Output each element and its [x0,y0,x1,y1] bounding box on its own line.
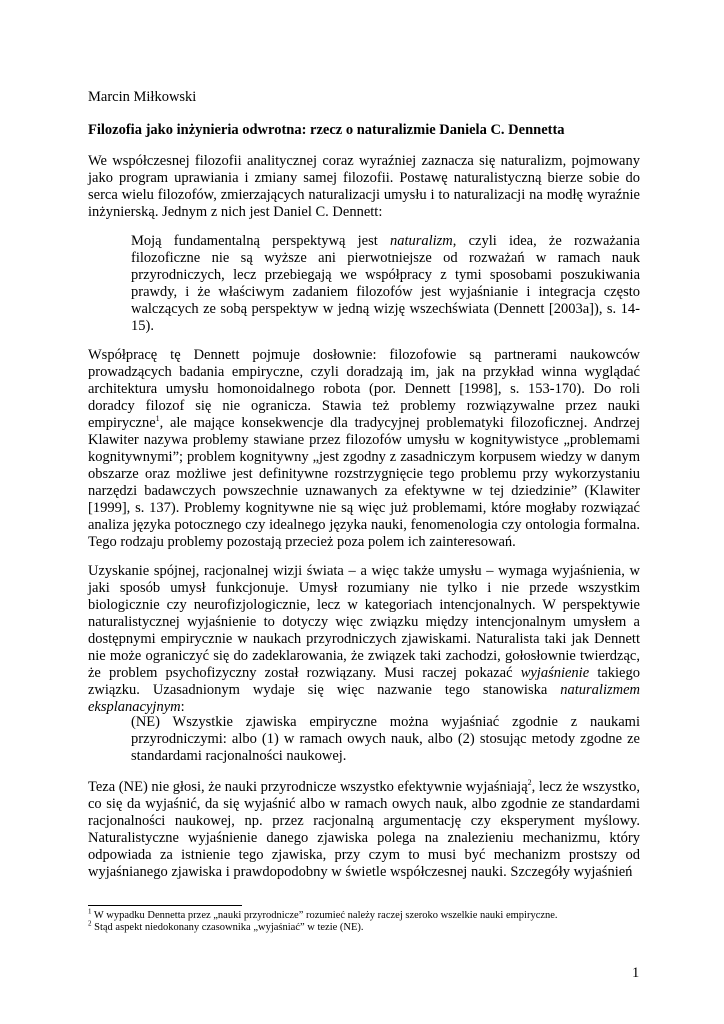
footnote-ref-2[interactable]: 2 [527,778,532,788]
paragraph-intro: We współczesnej filozofii analitycznej coraz wyraźniej zaznacza się naturalizm, pojmowany jako program uprawiania i zmiany samej filozofii. Postawę naturalistyczną bierze sobie do serca wielu filozofów, zmierzających naturalizacji umysłu i to naturalizacji na modłę wyraźnie inżynierską. Jednym z nich jest Daniel C. Dennett: [88,153,640,220]
paragraph-text-end: , ale mające konsekwencje dla tradycyjnej problematyki filozoficznej. Andrzej Klawiter nazywa problemy stawiane przez filozofów umysłu w kognitywistyce „problemami kognitywnymi”; problem kognitywny „jest zgodny z zasadniczym korpusem wiedzy w danym obszarze oraz możliwe jest definitywne rozstrzygnięcie tego problemu przy wykorzystaniu narzędzi badawczych powszechnie uznawanych za efektywne w tej dziedzinie” (Klawiter [1999], s. 137). Problemy kognitywne nie są więc już problemami, które mogłaby rozwiązać analiza języka potocznego czy idealnego języka nauki, fenomenologia czy ontologia formalna. Tego rodzaju problemy pozostają przecież poza polem ich zainteresowań. [88,415,640,550]
footnote-ref-1[interactable]: 1 [155,414,160,424]
paragraph-cooperation [88,347,640,551]
footnote-number: 2 [88,919,92,928]
paragraph-text-end: , lecz że wszystko, co się da wyjaśnić, da się wyjaśnić albo w ramach owych nauk, albo zgodnie ze standardami racjonalności naukowej, np. przez racjonalną argumentację czy eksperyment myślowy. Naturalistyczne wyjaśnienie danego zjawiska polega na znalezieniu mechanizmu, który odpowiada za istnienie tego zjawiska, przy czym to musi być mechanizm prostszy od wyjaśnianego zjawiska i prawdopodobny w świetle współczesnej nauki. Szczegóły wyjaśnień [88,779,640,880]
paragraph-text-start: Współpracę tę Dennett pojmuje dosłownie: filozofowie są partnerami naukowców prowadzących badania empiryczne, czyli doradzają im, jak na przykład winna wyglądać architektura umysłu homonoidalnego robota (por. Dennett [1998], s. 153-170). Do roli doradcy filozof się nie ogranicza. Stawia też problemy rozwiązywalne przez nauki empiryczne [88,347,640,431]
emphasis-explanation: wyjaśnienie [520,665,590,681]
page-number: 1 [632,965,640,981]
footnote-1 [88,907,558,922]
paragraph-ne-thesis [88,779,640,881]
footnote-text: W wypadku Dennetta przez „nauki przyrodnicze” rozumieć należy raczej szeroko wszelkie nauki empiryczne. [91,910,558,921]
footnote-text: Stąd aspekt niedokonany czasownika „wyjaśniać” w tezie (NE). [91,922,364,933]
author-name: Marcin Miłkowski [88,89,197,105]
paragraph-explanation [88,563,640,716]
block-quote-ne-thesis: (NE) Wszystkie zjawiska empiryczne można wyjaśniać zgodnie z naukami przyrodniczymi: albo (1) w ramach owych nauk, albo (2) stosując metody zgodne ze standardami racjonalności naukowej. [131,714,640,764]
block-quote-dennett [131,233,640,335]
paragraph-text-end: : [180,699,185,715]
paragraph-text-middle: takiego związku. Uzasadnionym wydaje się więc nazwanie tego stanowiska [88,665,640,698]
footnote-number: 1 [88,907,92,916]
quote-text-end: , czyli idea, że rozważania filozoficzne nie są wyższe ani pierwotniejsze od rozważań w ramach nauk przyrodniczych, lecz przebiegają we współpracy z tymi sposobami poszukiwania prawdy, i że właściwym zadaniem filozofów jest wyjaśnianie i integracja często walczących ze sobą perspektyw w jedną wizję wszechświata (Dennett [2003a]), s. 14-15). [131,233,640,334]
footnote-2 [88,919,364,934]
paper-title: Filozofia jako inżynieria odwrotna: rzecz o naturalizmie Daniela C. Dennetta [88,122,565,138]
quote-emphasis: naturalizm [389,233,453,249]
quote-text-start: Moją fundamentalną perspektywą jest [131,233,390,249]
paragraph-text-start: Teza (NE) nie głosi, że nauki przyrodnicze wszystko efektywnie wyjaśniają [88,779,528,795]
footnote-separator [88,905,242,906]
paragraph-text-start: Uzyskanie spójnej, racjonalnej wizji świata – a więc także umysłu – wymaga wyjaśnienia, w jaki sposób umysł funkcjonuje. Umysł rozumiany nie tylko i nie przede wszystkim biologicznie czy neurofizjologicznie, lecz w kategoriach intencjonalnych. W perspektywie naturalistycznej wyjaśnienie to dotyczy więc związku między intencjonalnym umysłem a dostępnymi empirycznie w naukach przyrodniczych zjawiskami. Naturalista taki jak Dennett nie może ograniczyć się do zadeklarowania, że związek taki zachodzi, gołosłownie twierdząc, że problem psychofizyczny został rozwiązany. Musi raczej pokazać [88,563,640,681]
emphasis-explanatory-naturalism: naturalizmem eksplanacyjnym [88,682,640,715]
